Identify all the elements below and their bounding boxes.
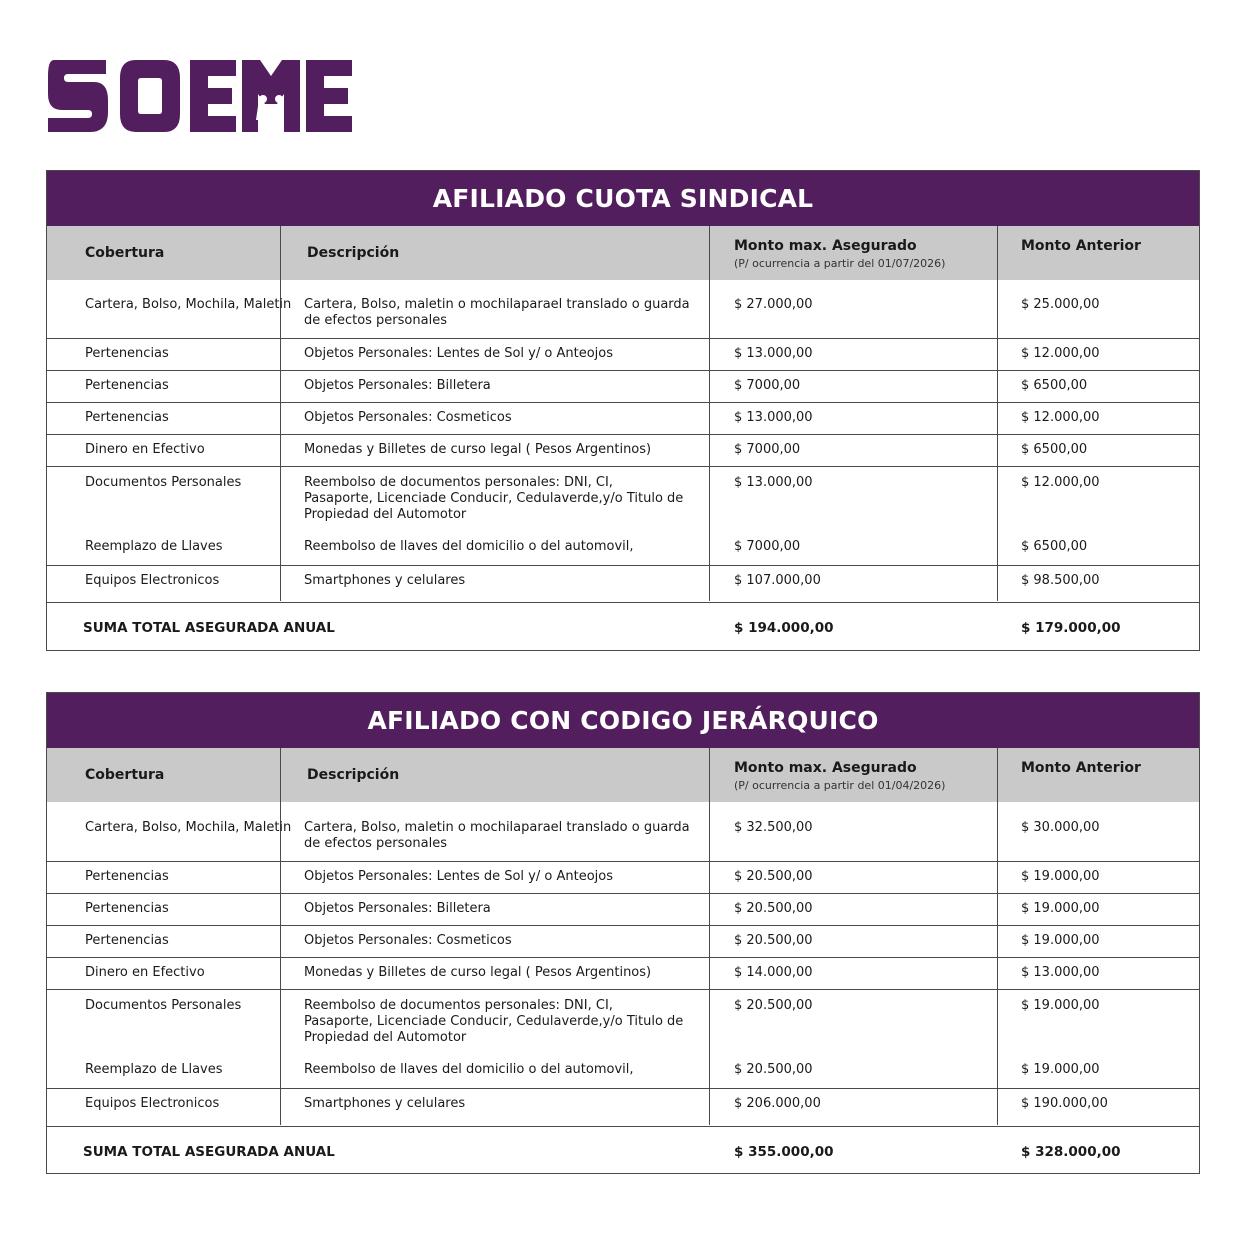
cell-monto: $ 20.500,00: [734, 869, 813, 884]
cell-monto: $ 107.000,00: [734, 573, 821, 588]
table-title: AFILIADO CUOTA SINDICAL: [47, 171, 1199, 226]
table-row: [47, 802, 1199, 862]
cell-cobertura: Documentos Personales: [85, 475, 242, 490]
total-row: [47, 1126, 1199, 1174]
table-row: [47, 862, 1199, 894]
cell-descripcion: Objetos Personales: Cosmeticos: [304, 933, 512, 948]
cell-anterior: $ 25.000,00: [1021, 297, 1100, 312]
table-row: [47, 566, 1199, 602]
table-row: [47, 467, 1199, 531]
table-row: [47, 403, 1199, 435]
cell-cobertura: Pertenencias: [85, 346, 169, 361]
cell-monto: $ 27.000,00: [734, 297, 813, 312]
cell-anterior: $ 12.000,00: [1021, 410, 1100, 425]
cell-monto: $ 20.500,00: [734, 998, 813, 1013]
cell-descripcion: Monedas y Billetes de curso legal ( Pesos Argentinos): [304, 442, 652, 457]
cell-cobertura: Cartera, Bolso, Mochila, Maletin: [85, 297, 292, 312]
cell-monto: $ 20.500,00: [734, 901, 813, 916]
table-row: [47, 894, 1199, 926]
cell-descripcion: Cartera, Bolso, maletin o mochilaparael translado o guarda de efectos personales: [304, 297, 690, 328]
table-row: [47, 531, 1199, 566]
cell-cobertura: Pertenencias: [85, 378, 169, 393]
total-label: SUMA TOTAL ASEGURADA ANUAL: [83, 1144, 335, 1160]
cell-anterior: $ 98.500,00: [1021, 573, 1100, 588]
header-cobertura: Cobertura: [85, 245, 165, 261]
cell-anterior: $ 6500,00: [1021, 442, 1088, 457]
cell-monto: $ 7000,00: [734, 442, 801, 457]
total-anterior: $ 328.000,00: [1021, 1144, 1121, 1160]
cell-anterior: $ 19.000,00: [1021, 933, 1100, 948]
table-title: AFILIADO CON CODIGO JERÁRQUICO: [47, 693, 1199, 748]
cell-descripcion: Monedas y Billetes de curso legal ( Pesos Argentinos): [304, 965, 652, 980]
cell-cobertura: Reemplazo de Llaves: [85, 539, 223, 554]
total-row: [47, 602, 1199, 650]
cell-descripcion: Cartera, Bolso, maletin o mochilaparael translado o guarda de efectos personales: [304, 820, 690, 851]
cell-cobertura: Pertenencias: [85, 933, 169, 948]
header-monto-max-note: (P/ ocurrencia a partir del 01/07/2026): [734, 257, 946, 270]
cell-cobertura: Documentos Personales: [85, 998, 242, 1013]
cell-cobertura: Dinero en Efectivo: [85, 965, 205, 980]
cell-monto: $ 206.000,00: [734, 1096, 821, 1111]
svg-text:SOEME: SOEME: [46, 60, 50, 61]
cell-descripcion: Objetos Personales: Billetera: [304, 378, 491, 393]
cell-cobertura: Pertenencias: [85, 901, 169, 916]
table-header: [47, 226, 1199, 280]
cell-anterior: $ 19.000,00: [1021, 998, 1100, 1013]
table-row: [47, 1089, 1199, 1126]
header-monto-max-note: (P/ ocurrencia a partir del 01/04/2026): [734, 779, 946, 792]
coverage-table-codigo-jerarquico: [46, 692, 1200, 1174]
cell-anterior: $ 12.000,00: [1021, 475, 1100, 490]
cell-cobertura: Equipos Electronicos: [85, 573, 220, 588]
cell-cobertura: Reemplazo de Llaves: [85, 1062, 223, 1077]
cell-monto: $ 32.500,00: [734, 820, 813, 835]
total-label: SUMA TOTAL ASEGURADA ANUAL: [83, 620, 335, 636]
cell-anterior: $ 6500,00: [1021, 378, 1088, 393]
cell-anterior: $ 6500,00: [1021, 539, 1088, 554]
total-anterior: $ 179.000,00: [1021, 620, 1121, 636]
cell-cobertura: Pertenencias: [85, 869, 169, 884]
cell-cobertura: Cartera, Bolso, Mochila, Maletin: [85, 820, 292, 835]
cell-cobertura: Equipos Electronicos: [85, 1096, 220, 1111]
cell-descripcion: Reembolso de documentos personales: DNI, CI, Pasaporte, Licenciade Conducir, Cedulaverde,y/o Titulo de Propiedad del Automotor: [304, 998, 684, 1045]
header-descripcion: Descripción: [307, 245, 400, 261]
cell-monto: $ 13.000,00: [734, 346, 813, 361]
table-header: [47, 748, 1199, 802]
cell-monto: $ 7000,00: [734, 539, 801, 554]
cell-monto: $ 13.000,00: [734, 475, 813, 490]
soeme-logo: [46, 60, 352, 132]
header-monto-anterior: Monto Anterior: [1021, 760, 1141, 776]
total-monto: $ 194.000,00: [734, 620, 834, 636]
header-monto-max-label: Monto max. Asegurado: [734, 760, 917, 776]
cell-descripcion: Objetos Personales: Cosmeticos: [304, 410, 512, 425]
cell-monto: $ 7000,00: [734, 378, 801, 393]
cell-anterior: $ 30.000,00: [1021, 820, 1100, 835]
table-row: [47, 339, 1199, 371]
cell-descripcion: Reembolso de llaves del domicilio o del automovil,: [304, 539, 634, 554]
cell-descripcion: Objetos Personales: Lentes de Sol y/ o Anteojos: [304, 346, 613, 361]
cell-anterior: $ 19.000,00: [1021, 1062, 1100, 1077]
table-row: [47, 926, 1199, 958]
cell-monto: $ 20.500,00: [734, 1062, 813, 1077]
cell-anterior: $ 19.000,00: [1021, 869, 1100, 884]
table-row: [47, 990, 1199, 1054]
cell-cobertura: Pertenencias: [85, 410, 169, 425]
cell-descripcion: Smartphones y celulares: [304, 573, 466, 588]
cell-anterior: $ 190.000,00: [1021, 1096, 1108, 1111]
cell-monto: $ 13.000,00: [734, 410, 813, 425]
header-monto-anterior: Monto Anterior: [1021, 238, 1141, 254]
table-row: [47, 435, 1199, 467]
cell-anterior: $ 19.000,00: [1021, 901, 1100, 916]
table-row: [47, 371, 1199, 403]
table-row: [47, 280, 1199, 339]
cell-monto: $ 20.500,00: [734, 933, 813, 948]
cell-monto: $ 14.000,00: [734, 965, 813, 980]
table-row: [47, 1054, 1199, 1089]
cell-anterior: $ 12.000,00: [1021, 346, 1100, 361]
cell-cobertura: Dinero en Efectivo: [85, 442, 205, 457]
header-cobertura: Cobertura: [85, 767, 165, 783]
header-descripcion: Descripción: [307, 767, 400, 783]
cell-descripcion: Reembolso de llaves del domicilio o del automovil,: [304, 1062, 634, 1077]
cell-descripcion: Objetos Personales: Lentes de Sol y/ o Anteojos: [304, 869, 613, 884]
coverage-table-cuota-sindical: [46, 170, 1200, 651]
table-row: [47, 958, 1199, 990]
total-monto: $ 355.000,00: [734, 1144, 834, 1160]
cell-descripcion: Reembolso de documentos personales: DNI, CI, Pasaporte, Licenciade Conducir, Cedulaverde,y/o Titulo de Propiedad del Automotor: [304, 475, 684, 522]
cell-descripcion: Smartphones y celulares: [304, 1096, 466, 1111]
header-monto-max-label: Monto max. Asegurado: [734, 238, 917, 254]
cell-descripcion: Objetos Personales: Billetera: [304, 901, 491, 916]
cell-anterior: $ 13.000,00: [1021, 965, 1100, 980]
